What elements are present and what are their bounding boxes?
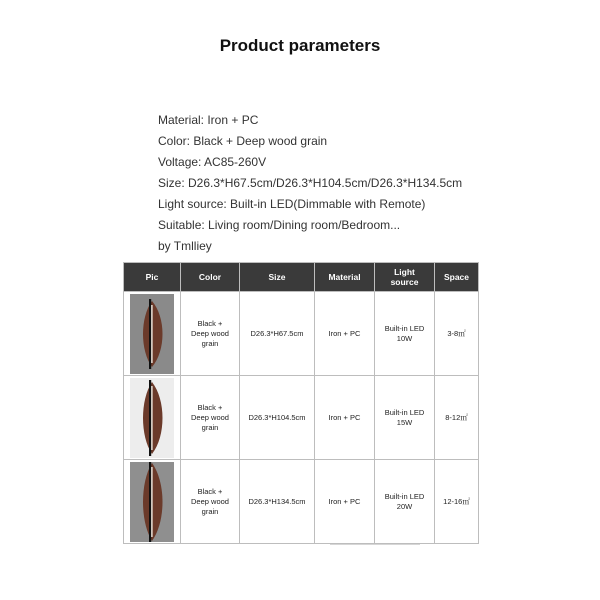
cell-size	[240, 376, 315, 460]
color-line: Black +	[197, 402, 223, 412]
cell-size	[240, 292, 315, 376]
header-light-source-label: Light source	[390, 267, 419, 287]
cell-size	[240, 460, 315, 544]
page-title: Product parameters	[219, 36, 381, 55]
param-voltage: Voltage: AC85-260V	[158, 155, 267, 169]
table-row	[124, 460, 479, 544]
space-value: 3-8㎡	[447, 328, 466, 338]
color-line: Deep wood	[191, 496, 229, 506]
header-color: Color	[181, 263, 240, 292]
light-line: 20W	[396, 501, 413, 511]
cell-material	[315, 460, 375, 544]
param-material: Material: Iron + PC	[158, 113, 259, 127]
header-material: Material	[315, 263, 375, 292]
table-header-row	[124, 263, 479, 292]
wall-lamp-photo	[130, 462, 174, 542]
cell-space	[435, 292, 479, 376]
param-suitable: Suitable: Living room/Dining room/Bedroom...	[158, 218, 401, 232]
cell-pic	[124, 376, 181, 460]
color-line: grain	[201, 506, 219, 516]
parameter-list	[158, 110, 462, 257]
cell-pic	[124, 292, 181, 376]
material-value: Iron + PC	[328, 328, 361, 338]
param-brand: by Tmlliey	[158, 239, 212, 253]
cell-material	[315, 292, 375, 376]
color-line: Deep wood	[191, 328, 229, 338]
color-line: Black +	[197, 486, 223, 496]
cell-light-source	[375, 460, 435, 544]
cell-light-source	[375, 292, 435, 376]
table-row	[124, 292, 479, 376]
size-value: D26.3*H104.5cm	[248, 412, 306, 422]
cell-space	[435, 376, 479, 460]
color-line: Black +	[197, 318, 223, 328]
light-line: 10W	[396, 333, 413, 343]
color-line: Deep wood	[191, 412, 229, 422]
wall-lamp-photo	[130, 294, 174, 374]
space-value: 8-12㎡	[445, 412, 468, 422]
cell-color	[181, 292, 240, 376]
table-row	[124, 376, 479, 460]
wall-lamp-photo	[130, 378, 174, 458]
space-value: 12-16㎡	[443, 496, 470, 506]
material-value: Iron + PC	[328, 412, 361, 422]
light-line: Built-in LED	[384, 407, 425, 417]
header-light-source	[375, 263, 435, 292]
header-pic: Pic	[124, 263, 181, 292]
light-line: Built-in LED	[384, 323, 425, 333]
cell-color	[181, 460, 240, 544]
color-line: grain	[201, 338, 219, 348]
light-line: 15W	[396, 417, 413, 427]
light-line: Built-in LED	[384, 491, 425, 501]
header-size: Size	[240, 263, 315, 292]
header-space: Space	[435, 263, 479, 292]
param-size: Size: D26.3*H67.5cm/D26.3*H104.5cm/D26.3*H134.5cm	[158, 176, 463, 190]
cell-color	[181, 376, 240, 460]
color-line: grain	[201, 422, 219, 432]
cell-material	[315, 376, 375, 460]
material-value: Iron + PC	[328, 496, 361, 506]
size-value: D26.3*H134.5cm	[248, 496, 306, 506]
cell-light-source	[375, 376, 435, 460]
param-color: Color: Black + Deep wood grain	[158, 134, 328, 148]
param-light-source: Light source: Built-in LED(Dimmable with Remote)	[158, 197, 426, 211]
cell-space	[435, 460, 479, 544]
size-value: D26.3*H67.5cm	[250, 328, 304, 338]
product-table	[123, 262, 479, 544]
cell-pic	[124, 460, 181, 544]
divider	[330, 544, 420, 545]
